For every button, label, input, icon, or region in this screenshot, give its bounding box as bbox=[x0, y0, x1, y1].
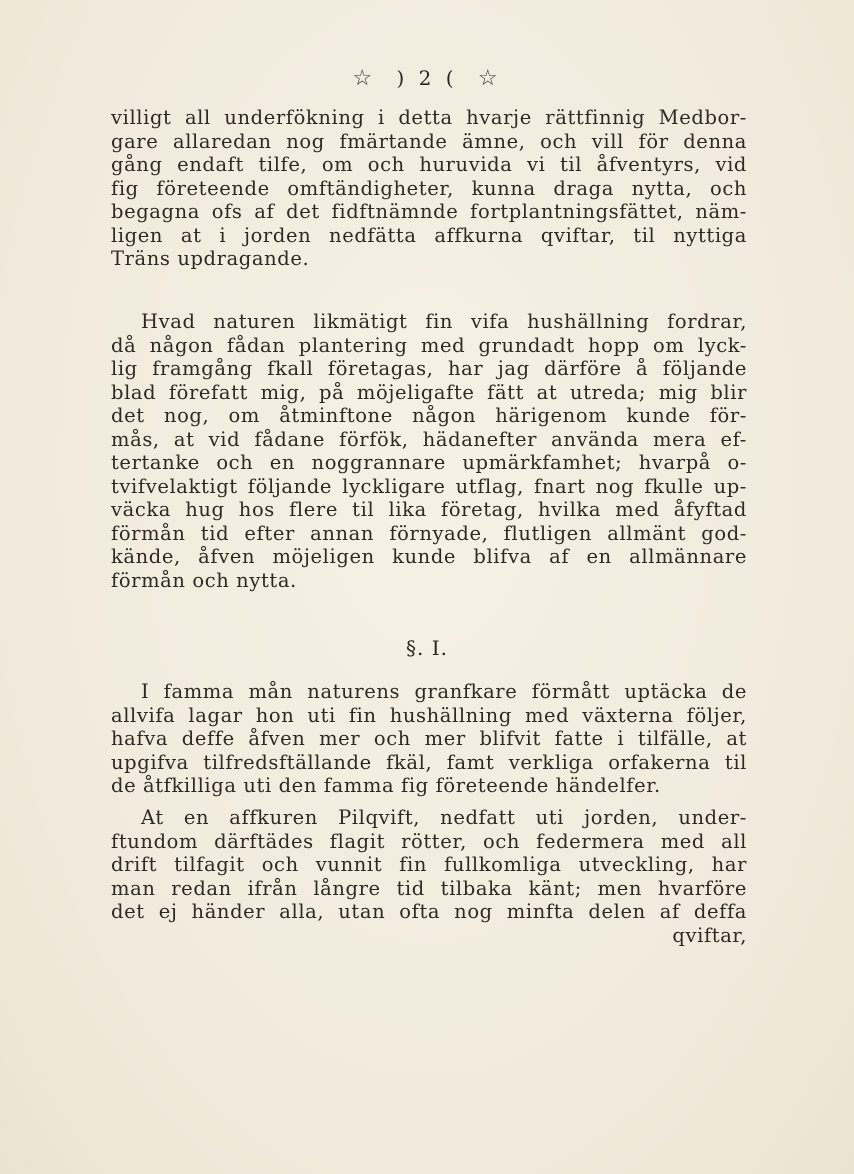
text-line: de åtfkilliga uti den famma fig företeende händelfer. bbox=[111, 774, 661, 797]
text-line: blad förefatt mig, på möjeligafte fätt at utreda; mig blir bbox=[111, 380, 747, 404]
text-line: hafva deffe åfven mer och mer blifvit fatte i tilfälle, at bbox=[111, 727, 747, 750]
page-header bbox=[0, 66, 854, 91]
text-line: kände, åfven möjeligen kunde blifva af en allmännare bbox=[111, 545, 747, 568]
star-ornament-icon: ☆ bbox=[352, 66, 377, 91]
paragraph-4 bbox=[111, 806, 747, 947]
text-line: gång endaft tilfe, om och huruvida vi til åfventyrs, vid bbox=[111, 153, 747, 176]
text-line: fig företeende omftändigheter, kunna draga nytta, och bbox=[111, 176, 747, 200]
text-line: man redan ifrån långre tid tilbaka känt; men hvarföre bbox=[111, 876, 747, 900]
text-line: begagna ofs af det fidftnämnde fortplantningsfättet, näm- bbox=[111, 200, 747, 223]
text-line: upgifva tilfredsftällande fkäl, famt verkliga orfakerna til bbox=[111, 750, 747, 774]
text-line: ftundom därftädes flagit rötter, och federmera med all bbox=[111, 829, 747, 853]
text-line: At en affkuren Pilqvift, nedfatt uti jorden, under- bbox=[141, 806, 747, 829]
text-line: väcka hug hos flere til lika företag, hvilka med åfyftad bbox=[111, 498, 747, 521]
text-line: förmån och nytta. bbox=[111, 568, 297, 592]
text-line: tertanke och en noggrannare upmärkfamhet; hvarpå o- bbox=[111, 451, 747, 474]
text-line: villigt all underfökning i detta hvarje rättfinnig Medbor- bbox=[111, 106, 747, 129]
text-line: drift tilfagit och vunnit fin fullkomliga utveckling, har bbox=[111, 853, 747, 876]
paragraph-2 bbox=[111, 310, 747, 592]
text-line: lig framgång fkall företagas, har jag därföre å följande bbox=[111, 357, 747, 380]
text-line: allvifa lagar hon uti fin hushällning med växterna följer, bbox=[111, 703, 747, 727]
text-line: tvifvelaktigt följande lyckligare utflag, fnart nog fkulle up- bbox=[111, 474, 747, 498]
catchword: qviftar, bbox=[672, 923, 747, 947]
text-line: mås, at vid fådane förfök, hädanefter använda mera ef- bbox=[111, 427, 747, 451]
text-line: I famma mån naturens granfkare förmått uptäcka de bbox=[141, 680, 747, 703]
text-line: gare allaredan nog fmärtande ämne, och vill för denna bbox=[111, 129, 747, 153]
text-line: Träns updragande. bbox=[111, 247, 310, 270]
paragraph-3 bbox=[111, 680, 747, 798]
paragraph-1 bbox=[111, 106, 747, 271]
text-line: Hvad naturen likmätigt fin vifa hushällning fordrar, bbox=[141, 310, 747, 333]
text-line: förmån tid efter annan förnyade, flutligen allmänt god- bbox=[111, 521, 747, 545]
page-number: ) 2 ( bbox=[396, 66, 458, 90]
text-line: det nog, om åtminftone någon härigenom kunde för- bbox=[111, 404, 747, 427]
text-line: ligen at i jorden nedfätta affkurna qviftar, til nyttiga bbox=[111, 223, 747, 247]
section-heading: §. I. bbox=[406, 636, 448, 660]
star-ornament-icon: ☆ bbox=[477, 66, 502, 91]
text-line: det ej händer alla, utan ofta nog minfta delen af deffa bbox=[111, 900, 747, 923]
text-line: då någon fådan plantering med grundadt hopp om lyck- bbox=[111, 333, 747, 357]
